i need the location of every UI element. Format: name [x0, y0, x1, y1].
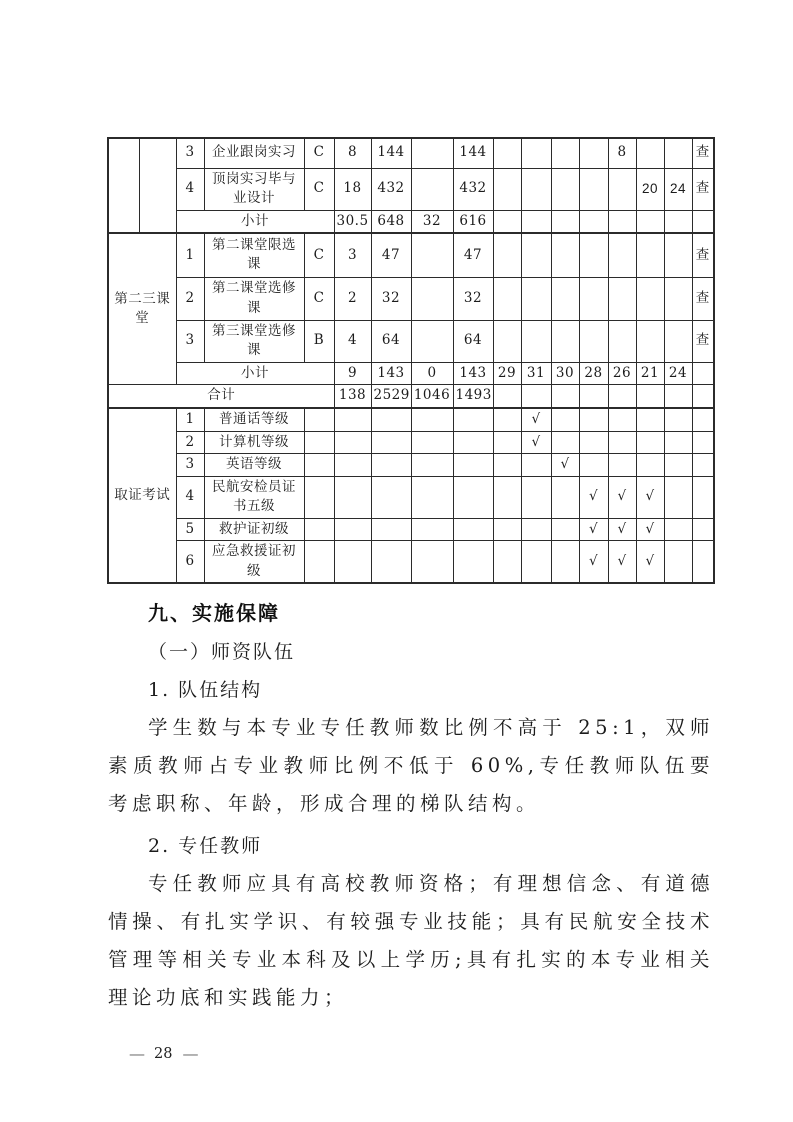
total-hours: 144 — [371, 138, 411, 168]
practice-hours: 64 — [453, 320, 493, 362]
table-cell — [579, 408, 608, 431]
category-continued-a — [108, 138, 139, 233]
table-cell — [371, 454, 411, 477]
row-index: 1 — [176, 408, 204, 431]
course-name: 企业跟岗实习 — [204, 138, 304, 168]
total-hours: 432 — [371, 168, 411, 210]
table-cell — [692, 476, 714, 518]
table-cell — [692, 210, 714, 233]
table-cell — [692, 541, 714, 584]
table-cell — [692, 431, 714, 454]
checkmark: √ — [579, 518, 608, 541]
credits: 2 — [334, 277, 371, 320]
category-certificate-exams: 取证考试 — [108, 408, 176, 584]
table-cell — [304, 541, 334, 584]
checkmark: √ — [636, 541, 664, 584]
table-cell — [334, 518, 371, 541]
footer-dash-left: — — [129, 1044, 144, 1063]
checkmark: √ — [579, 476, 608, 518]
total-hours-grand-total: 2529 — [371, 385, 411, 408]
table-cell — [636, 454, 664, 477]
theory-hours-grand-total: 1046 — [411, 385, 453, 408]
table-cell — [636, 431, 664, 454]
table-cell — [521, 476, 551, 518]
table-cell — [664, 476, 692, 518]
table-cell — [608, 320, 636, 362]
credits-grand-total: 138 — [334, 385, 371, 408]
table-cell — [551, 518, 579, 541]
table-cell — [304, 431, 334, 454]
table-row — [108, 454, 714, 477]
table-cell — [608, 408, 636, 431]
table-cell — [551, 431, 579, 454]
table-cell — [551, 476, 579, 518]
table-cell — [371, 408, 411, 431]
credits: 4 — [334, 320, 371, 362]
table-cell — [411, 541, 453, 584]
table-row — [108, 233, 714, 277]
table-cell — [608, 431, 636, 454]
table-cell — [411, 454, 453, 477]
semester-hours: 8 — [608, 138, 636, 168]
table-body — [108, 138, 714, 583]
table-cell — [334, 476, 371, 518]
table-cell — [411, 408, 453, 431]
table-cell — [608, 168, 636, 210]
row-index: 3 — [176, 320, 204, 362]
table-row — [108, 385, 714, 408]
table-cell — [664, 408, 692, 431]
row-index: 1 — [176, 233, 204, 277]
table-cell — [579, 454, 608, 477]
curriculum-table — [107, 137, 715, 584]
theory-hours — [411, 233, 453, 277]
course-name: 第二课堂限选课 — [204, 233, 304, 277]
table-cell — [608, 454, 636, 477]
table-cell — [636, 385, 664, 408]
table-cell — [664, 277, 692, 320]
checkmark: √ — [521, 431, 551, 454]
curriculum-table-wrap — [107, 137, 715, 584]
table-cell — [579, 385, 608, 408]
semester-hours: 26 — [608, 362, 636, 385]
semester-hours: 28 — [579, 362, 608, 385]
table-cell — [411, 518, 453, 541]
table-cell — [579, 210, 608, 233]
credits: 3 — [334, 233, 371, 277]
row-index: 2 — [176, 277, 204, 320]
table-cell — [334, 408, 371, 431]
table-row — [108, 210, 714, 233]
course-type: C — [304, 168, 334, 210]
table-cell — [664, 518, 692, 541]
table-cell — [493, 454, 521, 477]
table-row — [108, 168, 714, 210]
table-cell — [664, 385, 692, 408]
table-cell — [551, 233, 579, 277]
assessment-type: 查 — [692, 233, 714, 277]
page-footer — [129, 1044, 197, 1063]
semester-hours: 24 — [664, 362, 692, 385]
table-cell — [493, 233, 521, 277]
category-second-third-classroom: 第二三课堂 — [108, 233, 176, 385]
table-cell — [521, 541, 551, 584]
table-cell — [453, 541, 493, 584]
table-cell — [664, 431, 692, 454]
row-index: 4 — [176, 168, 204, 210]
table-cell — [453, 518, 493, 541]
table-cell — [493, 277, 521, 320]
practice-hours-subtotal: 616 — [453, 210, 493, 233]
semester-hours: 30 — [551, 362, 579, 385]
table-cell — [664, 233, 692, 277]
table-cell — [608, 233, 636, 277]
table-cell — [664, 210, 692, 233]
table-cell — [692, 408, 714, 431]
item-heading-1: 1. 队伍结构 — [148, 679, 263, 701]
table-cell — [493, 431, 521, 454]
subtotal-label: 小计 — [176, 362, 334, 385]
table-cell — [636, 138, 664, 168]
table-row — [108, 362, 714, 385]
table-row — [108, 431, 714, 454]
table-cell — [551, 277, 579, 320]
credits: 18 — [334, 168, 371, 210]
table-cell — [636, 210, 664, 233]
subtotal-label: 小计 — [176, 210, 334, 233]
table-cell — [551, 408, 579, 431]
checkmark: √ — [551, 454, 579, 477]
row-index: 6 — [176, 541, 204, 584]
table-cell — [608, 277, 636, 320]
checkmark: √ — [608, 518, 636, 541]
total-hours: 64 — [371, 320, 411, 362]
category-continued-b — [139, 138, 176, 233]
theory-hours — [411, 277, 453, 320]
exam-name: 计算机等级 — [204, 431, 304, 454]
table-cell — [551, 210, 579, 233]
table-cell — [692, 454, 714, 477]
exam-name: 救护证初级 — [204, 518, 304, 541]
course-type: B — [304, 320, 334, 362]
table-cell — [664, 320, 692, 362]
checkmark: √ — [521, 408, 551, 431]
semester-hours: 20 — [636, 168, 664, 210]
table-cell — [493, 168, 521, 210]
exam-name: 普通话等级 — [204, 408, 304, 431]
table-cell — [521, 454, 551, 477]
table-cell — [551, 168, 579, 210]
practice-hours-grand-total: 1493 — [453, 385, 493, 408]
table-cell — [453, 408, 493, 431]
table-cell — [636, 320, 664, 362]
table-cell — [453, 454, 493, 477]
table-cell — [334, 541, 371, 584]
table-cell — [664, 138, 692, 168]
checkmark: √ — [579, 541, 608, 584]
exam-name: 民航安检员证书五级 — [204, 476, 304, 518]
table-cell — [411, 476, 453, 518]
table-cell — [521, 277, 551, 320]
table-cell — [493, 408, 521, 431]
table-cell — [636, 408, 664, 431]
semester-hours: 24 — [664, 168, 692, 210]
table-row — [108, 320, 714, 362]
table-row — [108, 541, 714, 584]
table-cell — [608, 210, 636, 233]
table-cell — [551, 541, 579, 584]
course-type: C — [304, 233, 334, 277]
table-cell — [521, 210, 551, 233]
practice-hours-subtotal: 143 — [453, 362, 493, 385]
course-name: 顶岗实习毕与业设计 — [204, 168, 304, 210]
table-cell — [304, 408, 334, 431]
table-cell — [608, 385, 636, 408]
exam-name: 应急救援证初级 — [204, 541, 304, 584]
credits: 8 — [334, 138, 371, 168]
subsection-heading: （一）师资队伍 — [148, 641, 296, 663]
table-cell — [636, 277, 664, 320]
assessment-type: 查 — [692, 168, 714, 210]
row-index: 3 — [176, 138, 204, 168]
exam-name: 英语等级 — [204, 454, 304, 477]
table-cell — [664, 454, 692, 477]
table-cell — [304, 476, 334, 518]
row-index: 2 — [176, 431, 204, 454]
table-row — [108, 476, 714, 518]
table-cell — [411, 431, 453, 454]
table-cell — [493, 476, 521, 518]
grand-total-label: 合计 — [108, 385, 334, 408]
table-cell — [493, 138, 521, 168]
page-content — [108, 599, 714, 1026]
practice-hours: 144 — [453, 138, 493, 168]
practice-hours: 47 — [453, 233, 493, 277]
row-index: 5 — [176, 518, 204, 541]
total-hours-subtotal: 143 — [371, 362, 411, 385]
theory-hours — [411, 320, 453, 362]
table-cell — [304, 518, 334, 541]
table-cell — [579, 138, 608, 168]
semester-hours: 29 — [493, 362, 521, 385]
body-paragraph-1: 学生数与本专业专任教师数比例不高于 25:1，双师素质教师占专业教师比例不低于 60%,专任教师队伍要考虑职称、年龄，形成合理的梯队结构。 — [108, 716, 714, 815]
table-cell — [579, 168, 608, 210]
semester-hours: 31 — [521, 362, 551, 385]
total-hours: 47 — [371, 233, 411, 277]
table-cell — [551, 385, 579, 408]
checkmark: √ — [636, 476, 664, 518]
semester-hours: 21 — [636, 362, 664, 385]
practice-hours: 32 — [453, 277, 493, 320]
table-cell — [521, 320, 551, 362]
page-number: 28 — [154, 1045, 173, 1062]
table-cell — [579, 233, 608, 277]
table-row — [108, 408, 714, 431]
course-name: 第三课堂选修课 — [204, 320, 304, 362]
table-cell — [493, 518, 521, 541]
total-hours-subtotal: 648 — [371, 210, 411, 233]
course-type: C — [304, 277, 334, 320]
table-cell — [521, 168, 551, 210]
table-cell — [493, 210, 521, 233]
table-cell — [692, 385, 714, 408]
table-cell — [579, 431, 608, 454]
table-cell — [371, 541, 411, 584]
table-cell — [521, 518, 551, 541]
checkmark: √ — [608, 541, 636, 584]
assessment-type: 查 — [692, 138, 714, 168]
table-cell — [664, 541, 692, 584]
table-cell — [304, 454, 334, 477]
course-type: C — [304, 138, 334, 168]
section-heading: 九、实施保障 — [148, 601, 280, 625]
table-cell — [521, 233, 551, 277]
body-paragraph-2: 专任教师应具有高校教师资格；有理想信念、有道德情操、有扎实学识、有较强专业技能；具有民航安全技术管理等相关专业本科及以上学历;具有扎实的本专业相关理论功底和实践能力； — [108, 872, 714, 1009]
table-cell — [521, 385, 551, 408]
table-cell — [551, 138, 579, 168]
table-row — [108, 518, 714, 541]
course-name: 第二课堂选修课 — [204, 277, 304, 320]
table-cell — [636, 233, 664, 277]
theory-hours — [411, 138, 453, 168]
table-cell — [579, 277, 608, 320]
item-heading-2: 2. 专任教师 — [148, 835, 263, 857]
table-cell — [371, 476, 411, 518]
theory-hours-subtotal: 0 — [411, 362, 453, 385]
table-row — [108, 277, 714, 320]
table-cell — [551, 320, 579, 362]
table-cell — [453, 431, 493, 454]
practice-hours: 432 — [453, 168, 493, 210]
footer-dash-right: — — [182, 1044, 198, 1063]
row-index: 4 — [176, 476, 204, 518]
table-cell — [493, 320, 521, 362]
table-cell — [692, 362, 714, 385]
table-cell — [334, 454, 371, 477]
table-cell — [453, 476, 493, 518]
table-cell — [521, 138, 551, 168]
table-cell — [334, 431, 371, 454]
theory-hours — [411, 168, 453, 210]
table-cell — [371, 518, 411, 541]
credits-subtotal: 9 — [334, 362, 371, 385]
total-hours: 32 — [371, 277, 411, 320]
table-cell — [493, 385, 521, 408]
assessment-type: 查 — [692, 277, 714, 320]
theory-hours-subtotal: 32 — [411, 210, 453, 233]
table-row — [108, 138, 714, 168]
checkmark: √ — [636, 518, 664, 541]
row-index: 3 — [176, 454, 204, 477]
assessment-type: 查 — [692, 320, 714, 362]
credits-subtotal: 30.5 — [334, 210, 371, 233]
table-cell — [371, 431, 411, 454]
table-cell — [493, 541, 521, 584]
table-cell — [692, 518, 714, 541]
table-cell — [579, 320, 608, 362]
checkmark: √ — [608, 476, 636, 518]
